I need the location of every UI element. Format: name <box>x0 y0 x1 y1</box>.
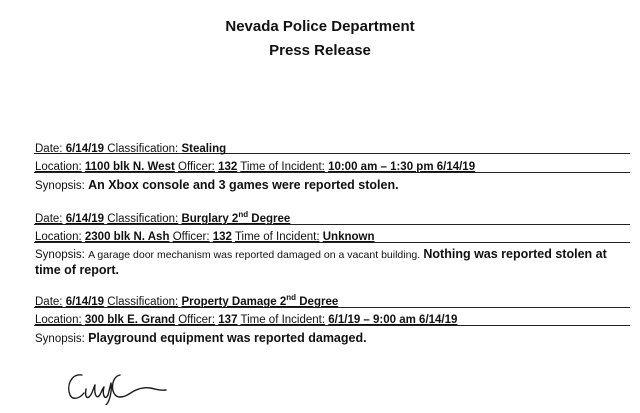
time-label: Time of Incident: <box>234 231 320 243</box>
synopsis-text: Nothing was reported stolen at time of report. <box>35 247 607 277</box>
officer-label: Officer: <box>178 161 215 173</box>
date-value: 6/14/19 <box>65 213 105 225</box>
synopsis-label: Synopsis: <box>35 333 85 345</box>
classification-value: Stealing <box>181 143 227 155</box>
document-title: Press Release <box>269 42 371 59</box>
time-label: Time of Incident: <box>240 161 325 173</box>
classification-label: Classification: <box>107 143 179 155</box>
date-value: 6/14/19 <box>65 143 105 155</box>
officer-value: 137 <box>218 314 238 326</box>
entry-2-location-row <box>35 230 374 244</box>
date-label: Date: <box>35 296 63 308</box>
synopsis-text: Playground equipment was reported damaged. <box>88 331 367 345</box>
classification-label: Classification: <box>107 213 179 225</box>
entry-2-date-row <box>35 212 290 226</box>
location-label: Location: <box>35 161 82 173</box>
entry-3-date-row <box>35 295 338 309</box>
time-value: 10:00 am – 1:30 pm 6/14/19 <box>328 161 476 173</box>
synopsis-label: Synopsis: <box>35 180 85 192</box>
location-label: Location: <box>35 314 82 326</box>
classification-label: Classification: <box>107 296 179 308</box>
synopsis-text: An Xbox console and 3 games were reported stolen. <box>88 178 399 192</box>
time-value: 6/1/19 – 9:00 am 6/14/19 <box>328 314 458 326</box>
officer-value: 132 <box>212 231 232 243</box>
date-value: 6/14/19 <box>65 296 105 308</box>
entry-1-date-row <box>35 142 226 156</box>
officer-label: Officer: <box>178 314 216 326</box>
entry-1-synopsis <box>35 178 635 194</box>
date-label: Date: <box>35 143 63 155</box>
synopsis-text-regular: A garage door mechanism was reported damaged on a vacant building. <box>88 249 421 261</box>
entry-1-location-row <box>35 160 475 174</box>
synopsis-label: Synopsis: <box>35 249 85 261</box>
location-value: 300 blk E. Grand <box>84 314 176 326</box>
entry-3-synopsis <box>35 331 635 347</box>
department-title: Nevada Police Department <box>225 18 415 35</box>
location-label: Location: <box>35 231 82 243</box>
handwritten-signature-icon <box>64 365 174 405</box>
classification-value: Burglary 2nd Degree <box>181 210 291 225</box>
entry-3-location-row <box>35 313 457 327</box>
time-value: Unknown <box>322 231 375 243</box>
officer-value: 132 <box>218 161 238 173</box>
time-label: Time of Incident: <box>240 314 326 326</box>
entry-2-synopsis <box>35 247 635 279</box>
officer-label: Officer: <box>172 231 210 243</box>
location-value: 1100 blk N. West <box>84 161 175 173</box>
date-label: Date: <box>35 213 63 225</box>
classification-value: Property Damage 2nd Degree <box>181 293 339 308</box>
location-value: 2300 blk N. Ash <box>84 231 170 243</box>
